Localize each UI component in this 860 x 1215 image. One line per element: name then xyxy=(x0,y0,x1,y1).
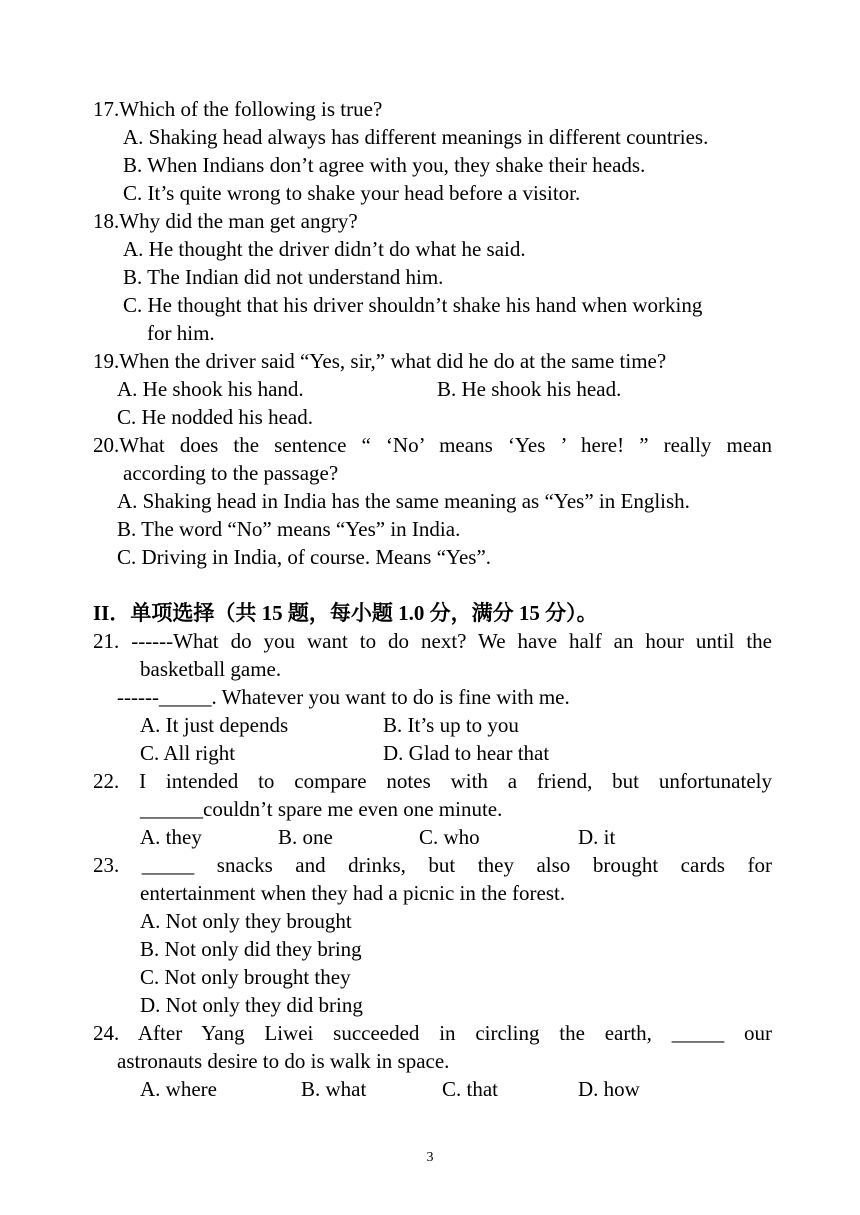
question-24-option-d: D. how xyxy=(578,1077,640,1101)
question-18-option-b: B. The Indian did not understand him. xyxy=(123,265,444,289)
question-18-option-a: A. He thought the driver didn’t do what he said. xyxy=(123,237,526,261)
question-18-option-c-cont: for him. xyxy=(147,321,215,345)
question-22-stem-cont: ______couldn’t spare me even one minute. xyxy=(140,797,503,821)
question-24-stem: 24. After Yang Liwei succeeded in circling the earth, _____ our xyxy=(93,1021,772,1045)
question-22-option-a: A. they xyxy=(140,825,202,849)
question-19-option-c: C. He nodded his head. xyxy=(117,405,313,429)
question-17-option-a: A. Shaking head always has different meanings in different countries. xyxy=(123,125,709,149)
question-21-reply: ------_____. Whatever you want to do is fine with me. xyxy=(117,685,570,709)
question-22-option-c: C. who xyxy=(419,825,480,849)
question-22-option-d: D. it xyxy=(578,825,616,849)
question-24-option-b: B. what xyxy=(301,1077,367,1101)
question-21-option-b: B. It’s up to you xyxy=(383,713,519,737)
question-18-option-c: C. He thought that his driver shouldn’t shake his hand when working xyxy=(123,293,703,317)
question-19-stem: 19.When the driver said “Yes, sir,” what did he do at the same time? xyxy=(93,349,667,373)
question-18-stem: 18.Why did the man get angry? xyxy=(93,209,358,233)
question-20-option-b: B. The word “No” means “Yes” in India. xyxy=(117,517,461,541)
section-title: II．单项选择（共 15 题，每小题 1.0 分，满分 15 分）。 xyxy=(93,601,598,625)
question-24-option-a: A. where xyxy=(140,1077,217,1101)
question-21-stem: 21. ------What do you want to do next? We have half an hour until the xyxy=(93,629,772,653)
question-17-option-c: C. It’s quite wrong to shake your head before a visitor. xyxy=(123,181,581,205)
question-20-stem-cont: according to the passage? xyxy=(123,461,339,485)
question-24-stem-cont: astronauts desire to do is walk in space. xyxy=(117,1049,450,1073)
question-23-option-a: A. Not only they brought xyxy=(140,909,352,933)
question-21-option-c: C. All right xyxy=(140,741,236,765)
question-22-stem: 22. I intended to compare notes with a friend, but unfortunately xyxy=(93,769,772,793)
question-23-stem: 23. _____ snacks and drinks, but they also brought cards for xyxy=(93,853,772,877)
question-19-option-b: B. He shook his head. xyxy=(437,377,622,401)
question-23-stem-cont: entertainment when they had a picnic in the forest. xyxy=(140,881,566,905)
question-17-stem: 17.Which of the following is true? xyxy=(93,97,383,121)
question-22-option-b: B. one xyxy=(278,825,333,849)
question-20-option-c: C. Driving in India, of course. Means “Yes”. xyxy=(117,545,492,569)
question-17-option-b: B. When Indians don’t agree with you, they shake their heads. xyxy=(123,153,646,177)
question-23-option-c: C. Not only brought they xyxy=(140,965,351,989)
question-21-option-d: D. Glad to hear that xyxy=(383,741,550,765)
question-19-option-a: A. He shook his hand. xyxy=(117,377,304,401)
question-20-option-a: A. Shaking head in India has the same meaning as “Yes” in English. xyxy=(117,489,690,513)
question-23-option-d: D. Not only they did bring xyxy=(140,993,363,1017)
question-24-option-c: C. that xyxy=(442,1077,498,1101)
question-21-stem-cont: basketball game. xyxy=(140,657,282,681)
question-23-option-b: B. Not only did they bring xyxy=(140,937,362,961)
question-20-stem: 20.What does the sentence “ ‘No’ means ‘Yes ’ here! ” really mean xyxy=(93,433,772,457)
question-21-option-a: A. It just depends xyxy=(140,713,289,737)
page-number: 3 xyxy=(426,1150,434,1165)
